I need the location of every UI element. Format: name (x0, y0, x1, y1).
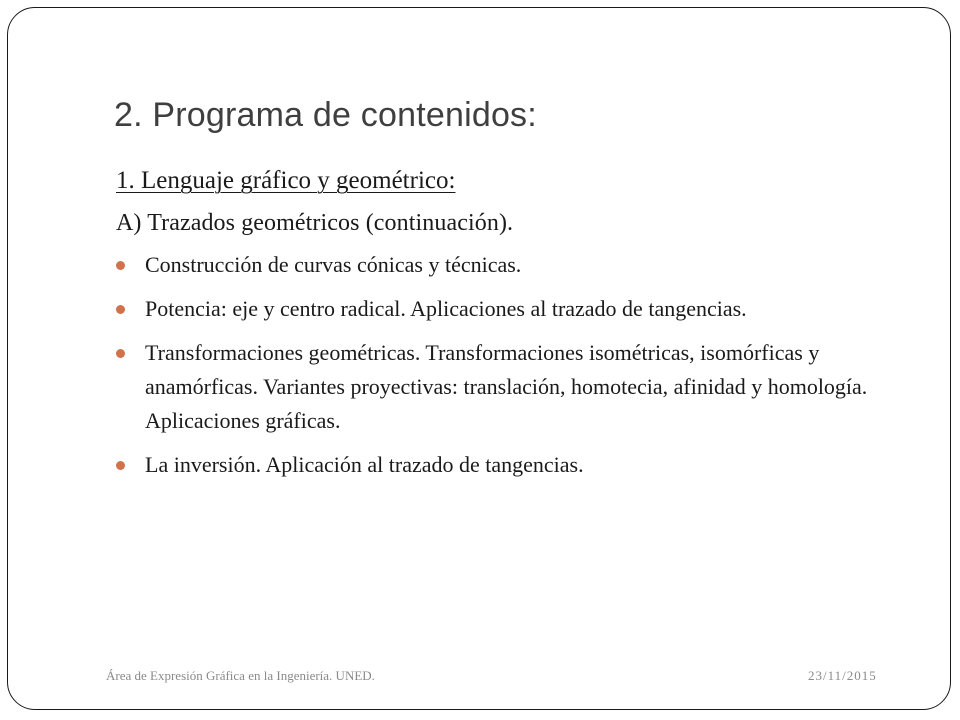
bullet-text: Potencia: eje y centro radical. Aplicaciones al trazado de tangencias. (145, 296, 747, 321)
bullet-item (116, 448, 876, 482)
bullet-dot-icon (116, 261, 125, 270)
subsection-heading: A) Trazados geométricos (continuación). (116, 210, 514, 236)
bullet-item (116, 292, 876, 326)
bullet-dot-icon (116, 305, 125, 314)
bullet-dot-icon (116, 461, 125, 470)
slide-content (116, 166, 876, 492)
bullet-text: Transformaciones geométricas. Transformaciones isométricas, isomórficas y anamórficas. Variantes proyectivas: translación, homotecia, afinidad y homología. Aplicaciones gráficas. (145, 340, 868, 433)
bullet-text: La inversión. Aplicación al trazado de tangencias. (145, 452, 584, 477)
bullet-item (116, 336, 876, 438)
bullet-dot-icon (116, 349, 125, 358)
bullet-list (116, 248, 876, 482)
slide-frame (7, 7, 951, 710)
footer-organization: Área de Expresión Gráfica en la Ingeniería. UNED. (106, 668, 375, 683)
section-heading: 1. Lenguaje gráfico y geométrico: (116, 167, 456, 194)
slide-title: 2. Programa de contenidos: (114, 96, 537, 134)
footer-date: 23/11/2015 (808, 668, 877, 683)
bullet-text: Construcción de curvas cónicas y técnicas. (145, 252, 522, 277)
bullet-item (116, 248, 876, 282)
